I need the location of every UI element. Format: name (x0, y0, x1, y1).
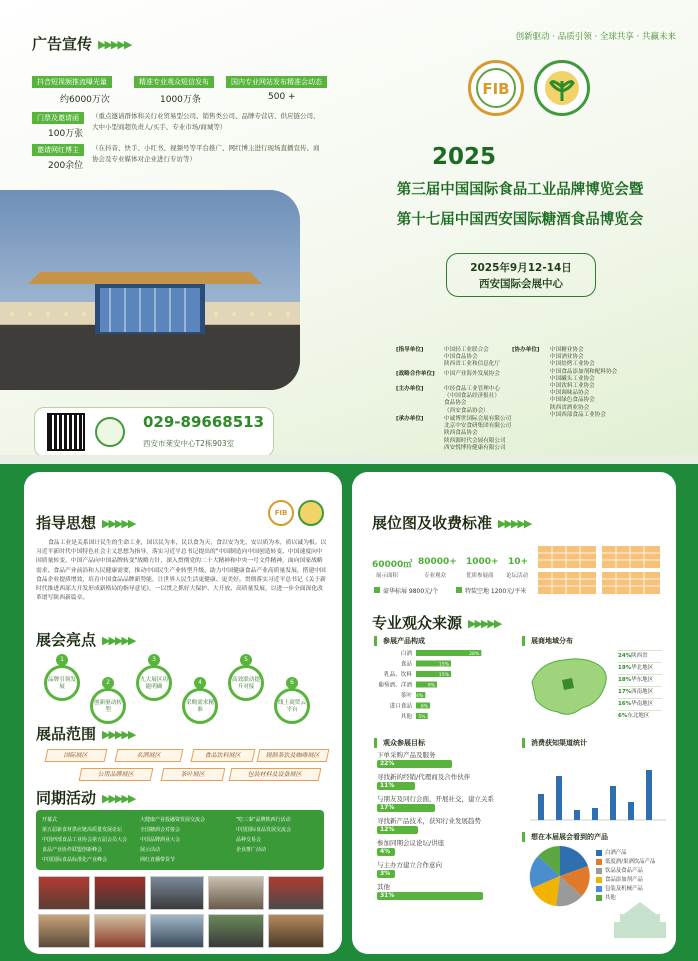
goal-label: 寻找新产品技术，获知行业发展趋势 (377, 817, 481, 825)
range-tag: 名酒展区 (115, 749, 184, 762)
product-bar-value: 15% (438, 673, 449, 678)
activity-item: 第五届新食材供应链高质量发展论坛 (42, 827, 123, 833)
guide-units: 中国轻工业联合会 中国食品协会 陕西省工业和信息化厅 (444, 347, 500, 368)
region-pct: 19% (618, 665, 632, 671)
activity-item: 中国西部食品工业协会第五届会员大会 (42, 837, 128, 843)
goal-label: 与朋友及同行会面，开展社交，建立关系 (377, 795, 494, 803)
activity-item: 大健康产业投融资发展交流会 (140, 817, 206, 823)
legend-label: 饮品及食品产品 (605, 868, 643, 874)
region-label: 西南地区 (631, 689, 654, 695)
activity-item: 品种交易会 (236, 837, 262, 843)
expo-emblem-logo (534, 60, 590, 116)
guide-paragraph: 食品工业是关系国计民生的生命工业，国以民为本，民以食为天，食以安为先，安以质为本，质以诚为根。以习近平新时代中国特色社会主义思想为指导，落实习近平总书记提出的"中国制造向中国创造转变、中国速度向中国质量转变、中国产品向中国品牌转变"战略方针，深入贯彻党的二十大精神和中央一号文件精神，面向国家战略需求、食品产业前沿和人民健康需要，推动中国民生产业转型升级，助力中国健康食品产业高质量发展，搭建中国食品企业提质增效，培育中国食品品牌新势能，让世界人民生活更健康、更美好。贯彻落实习近平总书记《关于新时代推进西部大开发形成新格局的指导意见》，一以贯之抓好大保护、大开放、高质量发展，以进一步全面深化改革谱写陕西新篇章。 (36, 540, 327, 602)
venue-photo (0, 190, 300, 390)
stat-label: 精准专业观众短信发布 (134, 76, 214, 88)
guide-units-label: [指导单位] (396, 347, 424, 353)
legend-label: 包装及机械产品 (605, 886, 643, 892)
product-bar-value: 5% (418, 715, 426, 720)
goal-pct: 17% (380, 804, 395, 811)
svg-text:FIB: FIB (482, 80, 510, 98)
region-row (618, 698, 662, 708)
region-label: 东北地区 (627, 713, 650, 719)
region-pct: 18% (618, 677, 632, 683)
fib-logo (468, 60, 524, 116)
booth-stat-number: 60000㎡ (372, 560, 413, 570)
undertake-units: 中诚博世国际会展有限公司 北京中安食研集团有限公司 陕西食品协会 陕西源时代会展有限公司 西安悦博侍健康有限公司 (444, 416, 512, 451)
stat-value: 200余位 (48, 161, 84, 171)
region-label: 华东地区 (631, 677, 654, 683)
cooperate-units: 中国产业海外发展协会 (444, 371, 500, 377)
want-legend-item (596, 848, 627, 856)
highlight-number: 1 (56, 654, 68, 666)
product-bar-label: 葡萄酒、洋酒 (378, 682, 412, 689)
booth-stat-number: 1000+ (466, 557, 499, 567)
range-heading: 展品范围 ▶▶▶▶▶ (36, 725, 135, 743)
goal-label: 参加同期会议论坛/讲座 (377, 839, 445, 847)
booth-heading: 展位图及收费标准 ▶▶▶▶▶ (372, 514, 531, 532)
product-bar-value: 6% (420, 704, 428, 710)
range-tag: 公用品牌展区 (79, 768, 154, 781)
assist-units-label: [协办单位] (512, 347, 540, 353)
contact-phone: 029-89668513 (143, 413, 265, 431)
region-chart-title: 展商地域分布 (522, 636, 573, 646)
stat-label: 抖音短视频推流曝光量 (32, 76, 112, 88)
channel-bar-chart (528, 750, 668, 830)
goal-label: 其他 (377, 883, 390, 891)
legend-label: 低度酒/果酒饮品产品 (605, 859, 656, 865)
qr-code (47, 413, 85, 451)
activities-box (36, 810, 324, 870)
region-label: 陕西省 (631, 653, 648, 659)
region-label: 华南地区 (631, 701, 654, 707)
region-map (526, 652, 612, 722)
influencer-description: （在抖音、快手、小红书、视频号等平台推广、网红博主进行现场直播宣传、商协会及专业媒体对企业进行专访等） (92, 144, 320, 163)
expo-venue: 西安国际会展中心 (479, 278, 563, 290)
expo-title-line2: 第十七届中国西安国际糖酒食品博览会 (396, 212, 644, 228)
legend-swatch (596, 886, 602, 892)
want-legend-item (596, 884, 643, 892)
legend-swatch (596, 877, 602, 883)
ad-heading: 广告宣传 ▶▶▶▶▶ (32, 35, 131, 53)
highlight-item: 品牌引领发展 (44, 665, 80, 701)
goal-pct: 22% (380, 760, 395, 767)
product-bar-label: 其他 (400, 714, 412, 720)
want-pie-chart (528, 844, 592, 908)
booth-stat-label: 展示面积 (376, 573, 399, 579)
activity-item: "吃三秦"品牌陕西行活动 (236, 817, 291, 823)
activity-item: 网红直播带货节 (140, 857, 176, 863)
product-chart-title: 参展产品构成 (374, 636, 425, 646)
stat-label: 邀请网红博主 (32, 144, 84, 156)
expo-title-line1: 第三届中国国际食品工业品牌博览会暨 (396, 182, 644, 198)
booth-stat-label: 论坛活动 (506, 573, 529, 579)
want-legend-item (596, 866, 643, 874)
goal-pct: 12% (380, 826, 395, 833)
host-units: 中经食品工业管理中心 （中国食品经济报社） 食品协会 （西安食品协会） (444, 386, 500, 414)
product-bar-label: 食品 (400, 661, 412, 668)
legend-swatch (596, 859, 602, 865)
activity-item: 中国品牌酒业大会 (140, 837, 181, 843)
goal-label: 与主办方建立合作意向 (377, 861, 442, 869)
activity-item: 开幕式 (42, 817, 58, 823)
booth-stat-label: 优质参展商 (466, 573, 494, 579)
stat-label: 国内专业网站发布精准会动态 (226, 76, 327, 88)
contact-logo-icon (95, 417, 125, 447)
host-units-label: [主办单位] (396, 386, 424, 392)
highlight-item: 线上商贸云平台 (274, 688, 310, 724)
legend-label: 白酒产品 (605, 850, 627, 856)
want-legend-item (596, 857, 655, 865)
highlight-number: 4 (194, 677, 206, 689)
brochure-front-page (0, 0, 698, 455)
product-bar-label: 白酒 (400, 651, 412, 657)
ticket-description: （重点邀请群体和关行业贸易型公司、销售类公司、品牌专营店、供应链公司、大中小型商超负责人/买手、专业市场/商城等） (92, 112, 320, 131)
range-tag: 现制茶饮及咖啡展区 (257, 749, 330, 762)
highlight-number: 3 (148, 654, 160, 666)
product-bar-value: 28% (469, 652, 480, 657)
activity-item: 展示活动 (140, 847, 161, 853)
goal-pct: 4% (380, 848, 391, 855)
region-row (618, 686, 662, 696)
activity-item: 中国国际食品标准化产业峰会 (42, 857, 108, 863)
floor-plan-map (536, 544, 664, 596)
legend-label: 其他 (605, 895, 616, 901)
brochure-inner-page (0, 464, 698, 961)
expo-date: 2025年9月12-14日 (470, 262, 572, 274)
highlight-item: 创新驱动转型 (90, 688, 126, 724)
highlight-item: 采购需求精准 (182, 688, 218, 724)
price-raw-space: 特装空地 1200元/平米 (456, 586, 526, 595)
stat-value: 1000万条 (160, 95, 201, 105)
highlight-number: 2 (102, 677, 114, 689)
legend-swatch (596, 895, 602, 901)
contact-address: 西安市莱安中心T2栋903室 (143, 439, 235, 448)
goal-chart-title: 观众参展目标 (374, 738, 425, 748)
stat-value: 约6000万次 (60, 95, 110, 105)
legend-label: 食品添加剂产品 (605, 877, 643, 883)
goal-label: 寻找新的经销/代理商及合作伙伴 (377, 773, 471, 781)
stat-label: 门票及邀请函 (32, 112, 84, 124)
guide-heading: 指导思想 ▶▶▶▶▶ (36, 514, 135, 532)
booth-stat-number: 80000+ (418, 557, 457, 567)
undertake-units-label: [承办单位] (396, 416, 424, 422)
product-bar-value: 15% (438, 662, 449, 668)
cooperate-units-label: [战略合作单位] (396, 371, 435, 377)
stat-value: 100万张 (48, 129, 84, 139)
goal-pct: 11% (380, 782, 395, 789)
channel-chart-title: 消费获知渠道统计 (522, 738, 587, 748)
highlight-item: 九大展区功能明确 (136, 665, 172, 701)
product-bar-label: 进口食品 (389, 703, 412, 710)
range-tag: 国际展区 (45, 749, 108, 762)
region-row (618, 710, 662, 720)
legend-swatch (596, 850, 602, 856)
goal-label: 下单采购产品及服务 (377, 751, 436, 759)
region-pct: 6% (618, 713, 628, 719)
want-legend-item (596, 875, 643, 883)
highlight-item: 高效联动提升对接 (228, 665, 264, 701)
stat-value: 500 + (268, 92, 296, 102)
price-standard: 豪华标展 9800元/个 (374, 586, 438, 595)
legend-swatch (596, 868, 602, 874)
range-tag: 包装材料及设备展区 (229, 768, 322, 781)
small-emblem-logo (298, 500, 324, 526)
booth-stat-label: 专业观众 (424, 573, 447, 579)
activity-item: 中国国际食品发展交流会 (236, 827, 292, 833)
date-venue-box (446, 253, 596, 297)
region-pct: 24% (618, 653, 632, 659)
range-tag: 茶叶展区 (161, 768, 226, 781)
goal-pct: 3% (380, 870, 391, 877)
region-pct: 17% (618, 689, 632, 695)
product-bar-chart (374, 646, 514, 726)
highlight-number: 5 (240, 654, 252, 666)
goal-pct: 31% (380, 892, 395, 899)
region-row (618, 674, 662, 684)
slogan: 创新驱动 · 品质引领 · 全球共享 · 共赢未来 (515, 32, 676, 42)
activity-item: 食品产业协作联盟创新峰会 (42, 847, 103, 853)
range-tag: 食品饮料展区 (191, 749, 256, 762)
audience-heading: 专业观众来源 ▶▶▶▶▶ (372, 614, 501, 632)
assist-units: 中国糖业协会 中国酒业协会 中国焙烤工业协会 中国食品添加剂和配料协会 中国罐头工业协会 中国饮料工业协会 中国调味品协会 中国绿色食品协会 陕西省酒业协会 中国西部食品工业协会 (550, 347, 618, 418)
product-bar-label: 乳品、饮料 (384, 672, 412, 678)
booth-stat-number: 10+ (508, 557, 529, 567)
region-pct: 16% (618, 701, 632, 707)
activity-item: 全国糖酒会对接会 (140, 827, 181, 833)
product-bar-value: 9% (427, 683, 435, 689)
contact-card (34, 407, 274, 455)
highlight-number: 6 (286, 677, 298, 689)
region-row (618, 650, 662, 660)
city-gate-silhouette (610, 894, 670, 944)
want-chart-title: 想在本届展会看到的产品 (522, 832, 608, 842)
product-bar-label: 茶叶 (400, 693, 412, 699)
activity-item: 企业推广活动 (236, 847, 267, 853)
expo-year: 2025 (431, 144, 496, 170)
region-label: 华北地区 (631, 665, 654, 671)
activities-heading: 同期活动 ▶▶▶▶▶ (36, 789, 135, 807)
small-fib-logo: FIB (268, 500, 294, 526)
highlights-heading: 展会亮点 ▶▶▶▶▶ (36, 631, 135, 649)
region-row (618, 662, 662, 672)
product-bar-value: 4% (416, 694, 424, 699)
